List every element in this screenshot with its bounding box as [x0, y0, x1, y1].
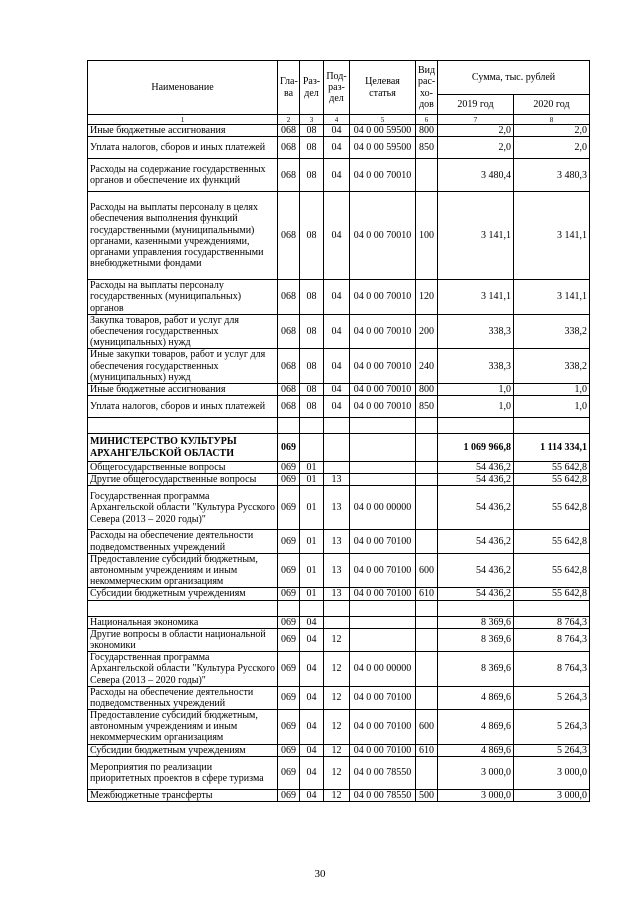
table-row — [88, 418, 590, 434]
header-razdel: Раз- дел — [300, 61, 324, 115]
chapter-code — [278, 418, 300, 434]
sum-2020: 5 264,3 — [514, 744, 590, 756]
row-name: Расходы на обеспечение деятельности подведомственных учреждений — [88, 530, 278, 553]
section-code: 04 — [300, 652, 324, 687]
table-row — [88, 434, 590, 462]
subsection-code: 12 — [324, 652, 350, 687]
expense-type: 850 — [416, 396, 438, 418]
expense-type — [416, 530, 438, 553]
subsection-code: 04 — [324, 314, 350, 349]
section-code: 08 — [300, 396, 324, 418]
table-row — [88, 628, 590, 651]
section-code: 08 — [300, 137, 324, 159]
row-name: Иные бюджетные ассигнования — [88, 125, 278, 137]
sum-2019: 8 369,6 — [438, 616, 514, 628]
expense-type — [416, 418, 438, 434]
sum-2020: 55 642,8 — [514, 553, 590, 588]
sum-2019 — [438, 418, 514, 434]
subsection-code: 04 — [324, 137, 350, 159]
target-article: 04 0 00 70100 — [350, 686, 416, 709]
section-code: 01 — [300, 530, 324, 553]
subsection-code — [324, 434, 350, 462]
target-article: 04 0 00 70010 — [350, 280, 416, 315]
table-row — [88, 789, 590, 801]
section-code: 08 — [300, 125, 324, 137]
row-name: Расходы на выплаты персоналу государственных (муниципальных) органов — [88, 280, 278, 315]
expense-type — [416, 486, 438, 530]
sum-2019: 1,0 — [438, 396, 514, 418]
subsection-code: 12 — [324, 756, 350, 789]
section-code: 08 — [300, 349, 324, 384]
column-number: 5 — [350, 115, 416, 125]
row-name: Государственная программа Архангельской области "Культура Русского Севера (2013 – 2020 годы)" — [88, 652, 278, 687]
section-code: 01 — [300, 588, 324, 600]
sum-2020: 55 642,8 — [514, 530, 590, 553]
sum-2020: 5 264,3 — [514, 686, 590, 709]
row-name: Иные закупки товаров, работ и услуг для обеспечения государственных (муниципальных) нужд — [88, 349, 278, 384]
subsection-code: 12 — [324, 710, 350, 745]
chapter-code: 068 — [278, 137, 300, 159]
subsection-code: 12 — [324, 628, 350, 651]
sum-2019: 54 436,2 — [438, 474, 514, 486]
target-article: 04 0 00 70010 — [350, 314, 416, 349]
chapter-code: 069 — [278, 486, 300, 530]
subsection-code: 12 — [324, 744, 350, 756]
subsection-code: 13 — [324, 474, 350, 486]
sum-2020: 8 764,3 — [514, 652, 590, 687]
section-code: 08 — [300, 314, 324, 349]
section-code: 08 — [300, 192, 324, 280]
chapter-code: 068 — [278, 314, 300, 349]
sum-2020: 55 642,8 — [514, 462, 590, 474]
sum-2020: 3 000,0 — [514, 756, 590, 789]
table-row — [88, 192, 590, 280]
target-article — [350, 462, 416, 474]
chapter-code: 069 — [278, 530, 300, 553]
expense-type: 850 — [416, 137, 438, 159]
table-row — [88, 462, 590, 474]
row-name: Мероприятия по реализации приоритетных проектов в сфере туризма — [88, 756, 278, 789]
sum-2019: 8 369,6 — [438, 652, 514, 687]
sum-2020: 55 642,8 — [514, 474, 590, 486]
table-row — [88, 349, 590, 384]
row-name: Расходы на обеспечение деятельности подведомственных учреждений — [88, 686, 278, 709]
table-row — [88, 710, 590, 745]
subsection-code — [324, 616, 350, 628]
header-sum: Сумма, тыс. рублей — [438, 61, 590, 95]
table-row — [88, 553, 590, 588]
expense-type — [416, 686, 438, 709]
target-article: 04 0 00 00000 — [350, 652, 416, 687]
chapter-code: 069 — [278, 710, 300, 745]
table-row — [88, 600, 590, 616]
chapter-code: 069 — [278, 744, 300, 756]
column-number: 8 — [514, 115, 590, 125]
expense-type — [416, 652, 438, 687]
section-code: 04 — [300, 686, 324, 709]
row-name: Расходы на содержание государственных органов и обеспечение их функций — [88, 159, 278, 192]
sum-2020: 55 642,8 — [514, 588, 590, 600]
target-article — [350, 418, 416, 434]
chapter-code: 069 — [278, 434, 300, 462]
sum-2019: 8 369,6 — [438, 628, 514, 651]
sum-2019: 338,3 — [438, 314, 514, 349]
section-code: 01 — [300, 474, 324, 486]
table-row — [88, 744, 590, 756]
header-name: Наименование — [88, 61, 278, 115]
table-row — [88, 383, 590, 395]
target-article: 04 0 00 70100 — [350, 744, 416, 756]
sum-2019: 2,0 — [438, 125, 514, 137]
expense-type: 610 — [416, 744, 438, 756]
column-number: 6 — [416, 115, 438, 125]
subsection-code: 13 — [324, 486, 350, 530]
subsection-code: 04 — [324, 125, 350, 137]
column-number: 3 — [300, 115, 324, 125]
expense-type: 800 — [416, 125, 438, 137]
target-article: 04 0 00 70010 — [350, 383, 416, 395]
sum-2019: 54 436,2 — [438, 553, 514, 588]
row-name: Предоставление субсидий бюджетным, автономным учреждениям и иным некоммерческим организациям — [88, 553, 278, 588]
sum-2019: 2,0 — [438, 137, 514, 159]
sum-2020: 3 000,0 — [514, 789, 590, 801]
sum-2020: 8 764,3 — [514, 628, 590, 651]
chapter-code: 069 — [278, 474, 300, 486]
table-row — [88, 137, 590, 159]
sum-2019: 54 436,2 — [438, 588, 514, 600]
subsection-code: 04 — [324, 159, 350, 192]
expense-type: 610 — [416, 588, 438, 600]
chapter-code: 069 — [278, 652, 300, 687]
sum-2020: 1,0 — [514, 383, 590, 395]
subsection-code: 12 — [324, 686, 350, 709]
chapter-code: 068 — [278, 125, 300, 137]
row-name: Межбюджетные трансферты — [88, 789, 278, 801]
section-code — [300, 418, 324, 434]
subsection-code: 13 — [324, 553, 350, 588]
section-code: 01 — [300, 486, 324, 530]
sum-2019: 54 436,2 — [438, 486, 514, 530]
row-name: Расходы на выплаты персоналу в целях обеспечения выполнения функций государственными (муниципальными) органами, казенными учреждениями, органами управления государственными внебюджетными фондами — [88, 192, 278, 280]
section-code: 01 — [300, 462, 324, 474]
target-article: 04 0 00 70100 — [350, 588, 416, 600]
subsection-code: 04 — [324, 383, 350, 395]
header-glava: Гла- ва — [278, 61, 300, 115]
row-name: Предоставление субсидий бюджетным, автономным учреждениям и иным некоммерческим организациям — [88, 710, 278, 745]
subsection-code: 12 — [324, 789, 350, 801]
row-name — [88, 600, 278, 616]
expense-type: 200 — [416, 314, 438, 349]
target-article — [350, 628, 416, 651]
subsection-code — [324, 600, 350, 616]
header-podrazdel: Под- раз- дел — [324, 61, 350, 115]
sum-2019: 4 869,6 — [438, 710, 514, 745]
table-row — [88, 530, 590, 553]
page-number: 30 — [314, 868, 326, 880]
section-code: 04 — [300, 616, 324, 628]
row-name: Национальная экономика — [88, 616, 278, 628]
section-code — [300, 434, 324, 462]
sum-2020: 3 141,1 — [514, 192, 590, 280]
header-2019: 2019 год — [438, 95, 514, 115]
sum-2019: 3 141,1 — [438, 192, 514, 280]
column-numbering-row — [88, 115, 590, 125]
table-row — [88, 616, 590, 628]
chapter-code: 069 — [278, 462, 300, 474]
chapter-code: 068 — [278, 159, 300, 192]
expense-type — [416, 616, 438, 628]
expense-type — [416, 600, 438, 616]
table-body — [88, 125, 590, 802]
sum-2020 — [514, 600, 590, 616]
chapter-code: 068 — [278, 349, 300, 384]
target-article: 04 0 00 78550 — [350, 789, 416, 801]
section-code: 08 — [300, 159, 324, 192]
expense-type: 600 — [416, 553, 438, 588]
target-article — [350, 616, 416, 628]
sum-2019: 1,0 — [438, 383, 514, 395]
expense-type: 800 — [416, 383, 438, 395]
chapter-code: 069 — [278, 588, 300, 600]
sum-2019: 3 000,0 — [438, 756, 514, 789]
expense-type — [416, 434, 438, 462]
sum-2019: 54 436,2 — [438, 462, 514, 474]
section-code: 04 — [300, 744, 324, 756]
expense-type — [416, 628, 438, 651]
subsection-code: 04 — [324, 280, 350, 315]
chapter-code: 069 — [278, 628, 300, 651]
section-code: 04 — [300, 710, 324, 745]
sum-2020: 338,2 — [514, 314, 590, 349]
chapter-code: 069 — [278, 756, 300, 789]
chapter-code: 069 — [278, 686, 300, 709]
table-row — [88, 588, 590, 600]
row-name: Уплата налогов, сборов и иных платежей — [88, 396, 278, 418]
target-article: 04 0 00 70010 — [350, 396, 416, 418]
section-code: 08 — [300, 383, 324, 395]
sum-2020: 2,0 — [514, 125, 590, 137]
chapter-code: 068 — [278, 396, 300, 418]
target-article: 04 0 00 78550 — [350, 756, 416, 789]
row-name — [88, 418, 278, 434]
section-code: 01 — [300, 553, 324, 588]
expense-type: 120 — [416, 280, 438, 315]
target-article — [350, 600, 416, 616]
table-row — [88, 486, 590, 530]
sum-2019: 3 141,1 — [438, 280, 514, 315]
column-number: 1 — [88, 115, 278, 125]
chapter-code: 069 — [278, 553, 300, 588]
sum-2020: 8 764,3 — [514, 616, 590, 628]
sum-2020: 1,0 — [514, 396, 590, 418]
sum-2019: 4 869,6 — [438, 686, 514, 709]
target-article — [350, 434, 416, 462]
row-name: Другие вопросы в области национальной экономики — [88, 628, 278, 651]
row-name: Субсидии бюджетным учреждениям — [88, 588, 278, 600]
sum-2019: 338,3 — [438, 349, 514, 384]
target-article: 04 0 00 59500 — [350, 137, 416, 159]
expense-type: 240 — [416, 349, 438, 384]
table-row — [88, 280, 590, 315]
table-row — [88, 652, 590, 687]
sum-2020: 3 480,3 — [514, 159, 590, 192]
expense-type: 100 — [416, 192, 438, 280]
expense-type — [416, 474, 438, 486]
chapter-code: 068 — [278, 192, 300, 280]
chapter-code: 069 — [278, 789, 300, 801]
header-target: Целевая статья — [350, 61, 416, 115]
section-code: 04 — [300, 789, 324, 801]
subsection-code: 13 — [324, 530, 350, 553]
budget-table — [87, 60, 590, 802]
sum-2020: 1 114 334,1 — [514, 434, 590, 462]
chapter-code: 069 — [278, 616, 300, 628]
expense-type — [416, 756, 438, 789]
header-2020: 2020 год — [514, 95, 590, 115]
table-row — [88, 314, 590, 349]
sum-2020: 2,0 — [514, 137, 590, 159]
table-row — [88, 125, 590, 137]
sum-2020: 338,2 — [514, 349, 590, 384]
row-name: МИНИСТЕРСТВО КУЛЬТУРЫ АРХАНГЕЛЬСКОЙ ОБЛАСТИ — [88, 434, 278, 462]
chapter-code: 068 — [278, 280, 300, 315]
section-code: 04 — [300, 756, 324, 789]
subsection-code — [324, 462, 350, 474]
section-code: 04 — [300, 628, 324, 651]
target-article: 04 0 00 70010 — [350, 159, 416, 192]
target-article: 04 0 00 59500 — [350, 125, 416, 137]
table-row — [88, 159, 590, 192]
table-row — [88, 396, 590, 418]
target-article: 04 0 00 70100 — [350, 553, 416, 588]
column-number: 4 — [324, 115, 350, 125]
section-code — [300, 600, 324, 616]
expense-type: 600 — [416, 710, 438, 745]
row-name: Уплата налогов, сборов и иных платежей — [88, 137, 278, 159]
row-name: Иные бюджетные ассигнования — [88, 383, 278, 395]
sum-2020: 3 141,1 — [514, 280, 590, 315]
row-name: Общегосударственные вопросы — [88, 462, 278, 474]
target-article: 04 0 00 70100 — [350, 530, 416, 553]
subsection-code: 13 — [324, 588, 350, 600]
subsection-code: 04 — [324, 396, 350, 418]
table-row — [88, 686, 590, 709]
sum-2019: 1 069 966,8 — [438, 434, 514, 462]
column-number: 7 — [438, 115, 514, 125]
expense-type: 500 — [416, 789, 438, 801]
row-name: Государственная программа Архангельской области "Культура Русского Севера (2013 – 2020 годы)" — [88, 486, 278, 530]
table-row — [88, 474, 590, 486]
row-name: Закупка товаров, работ и услуг для обеспечения государственных (муниципальных) нужд — [88, 314, 278, 349]
subsection-code — [324, 418, 350, 434]
header-vid: Вид рас- хо- дов — [416, 61, 438, 115]
expense-type — [416, 159, 438, 192]
row-name: Другие общегосударственные вопросы — [88, 474, 278, 486]
section-code: 08 — [300, 280, 324, 315]
sum-2019: 4 869,6 — [438, 744, 514, 756]
row-name: Субсидии бюджетным учреждениям — [88, 744, 278, 756]
sum-2019: 3 000,0 — [438, 789, 514, 801]
sum-2019: 3 480,4 — [438, 159, 514, 192]
sum-2020: 55 642,8 — [514, 486, 590, 530]
subsection-code: 04 — [324, 349, 350, 384]
target-article: 04 0 00 00000 — [350, 486, 416, 530]
target-article: 04 0 00 70010 — [350, 349, 416, 384]
target-article — [350, 474, 416, 486]
sum-2020: 5 264,3 — [514, 710, 590, 745]
chapter-code — [278, 600, 300, 616]
sum-2019 — [438, 600, 514, 616]
target-article: 04 0 00 70100 — [350, 710, 416, 745]
table-row — [88, 756, 590, 789]
sum-2020 — [514, 418, 590, 434]
target-article: 04 0 00 70010 — [350, 192, 416, 280]
column-number: 2 — [278, 115, 300, 125]
subsection-code: 04 — [324, 192, 350, 280]
sum-2019: 54 436,2 — [438, 530, 514, 553]
chapter-code: 068 — [278, 383, 300, 395]
expense-type — [416, 462, 438, 474]
